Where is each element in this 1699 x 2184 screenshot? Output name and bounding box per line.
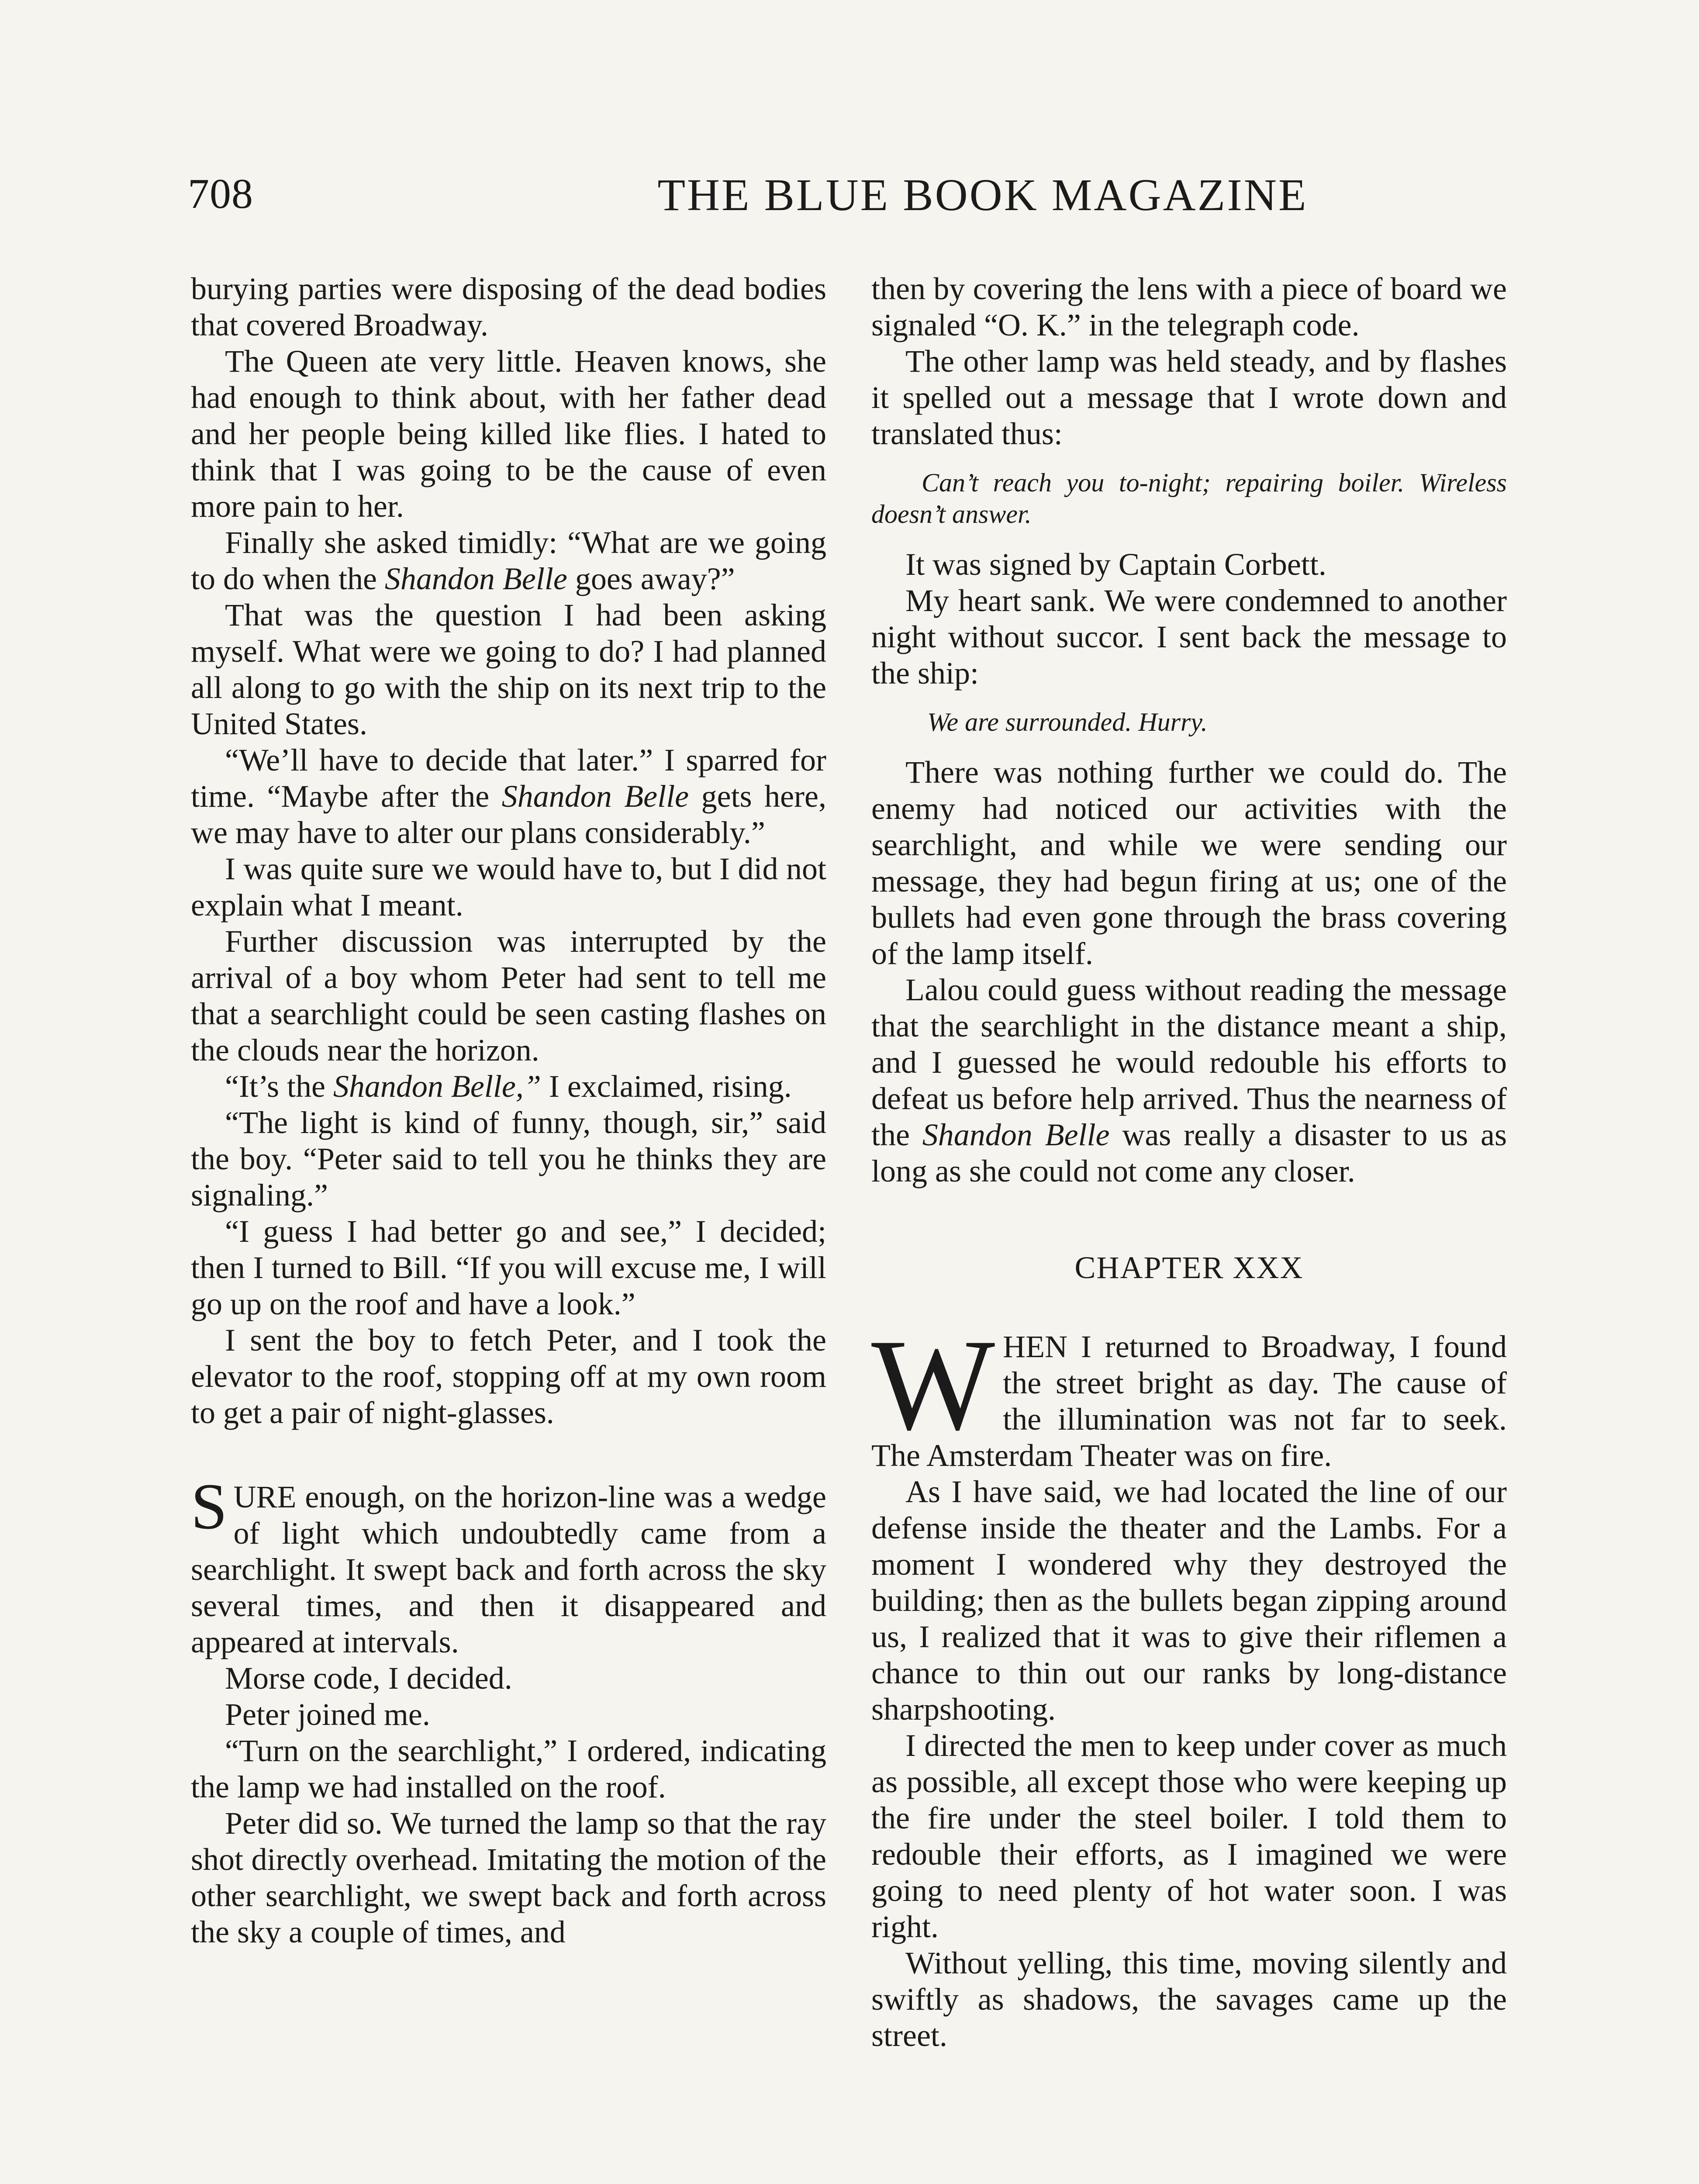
paragraph: The other lamp was held steady, and by flashes it spelled out a message that I wrote down and translated thus: — [871, 344, 1507, 451]
text-run: HEN I returned to Broadway, I found the street bright as day. The cause of the illumination was not far to seek. The Amsterdam Theater was on fire. — [871, 1329, 1507, 1473]
section-break — [191, 1431, 826, 1479]
text-run: Lalou could guess without reading the message that the searchlight in the distance meant a ship, and I guessed he would redouble his efforts to defeat us before help arrived. Thus the nearness of the — [871, 972, 1507, 1152]
paragraph: That was the question I had been asking myself. What were we going to do? I had planned all along to go with the ship on its next trip to the United States. — [191, 598, 826, 741]
text-run: “We’ll have to decide that later.” I sparred for time. “Maybe after the — [191, 743, 826, 814]
paragraph: “The light is kind of funny, though, sir,” said the boy. “Peter said to tell you he thinks they are signaling.” — [191, 1105, 826, 1213]
paragraph: I was quite sure we would have to, but I did not explain what I meant. — [191, 851, 826, 923]
paragraph: The Queen ate very little. Heaven knows, she had enough to think about, with her father dead and her people being killed like flies. I hated to think that I was going to be the cause of even more pain to her. — [191, 344, 826, 524]
ship-name: Shandon Belle — [384, 561, 567, 596]
left-column — [191, 271, 826, 1950]
text-run: URE enough, on the horizon-line was a wedge of light which undoubtedly came from a searchlight. It swept back and forth across the sky several times, and then it disappeared and appeared at intervals. — [191, 1479, 826, 1659]
paragraph: “I guess I had better go and see,” I decided; then I turned to Bill. “If you will excuse me, I will go up on the roof and have a look.” — [191, 1214, 826, 1321]
paragraph: As I have said, we had located the line of our defense inside the theater and the Lambs. For a moment I wondered why they destroyed the building; then as the bullets began zipping around us, I realized that it was to give their riflemen a chance to thin out our ranks by long-distance sharpshooting. — [871, 1474, 1507, 1727]
paragraph: There was nothing further we could do. The enemy had noticed our activities with the searchlight, and while we were sending our message, they had begun firing at us; one of the bullets had even gone through the brass covering of the lamp itself. — [871, 755, 1507, 971]
chapter-title: CHAPTER XXX — [1074, 1250, 1304, 1285]
paragraph: Further discussion was interrupted by the arrival of a boy whom Peter had sent to tell me that a searchlight could be seen casting flashes on the clouds near the horizon. — [191, 924, 826, 1068]
paragraph: I sent the boy to fetch Peter, and I took the elevator to the roof, stopping off at my own room to get a pair of night-glasses. — [191, 1323, 826, 1430]
initial-letter: S — [191, 1470, 228, 1543]
text-run: gets here, we may have to alter our plans considerably.” — [191, 779, 826, 850]
paragraph: Without yelling, this time, moving silently and swiftly as shadows, the savages came up the street. — [871, 1946, 1507, 2053]
paragraph: Peter did so. We turned the lamp so that the ray shot directly overhead. Imitating the motion of the other searchlight, we swept back and forth across the sky a couple of times, and — [191, 1806, 826, 1949]
paragraph: “Turn on the searchlight,” I ordered, indicating the lamp we had installed on the roof. — [191, 1733, 826, 1804]
chapter-opening-paragraph — [871, 1312, 1507, 1474]
right-column — [871, 271, 1507, 2054]
page-header — [188, 170, 1507, 242]
paragraph — [191, 742, 826, 851]
paragraph — [191, 1068, 826, 1105]
telegram-message: We are surrounded. Hurry. — [927, 708, 1208, 736]
ship-name: Shandon Belle — [922, 1117, 1110, 1152]
paragraph: burying parties were disposing of the dead bodies that covered Broadway. — [191, 271, 826, 342]
text-run: was really a disaster to us as long as she could not come any closer. — [871, 1117, 1507, 1189]
ship-name: Shandon Belle — [501, 779, 689, 814]
section-opening-paragraph — [191, 1470, 826, 1660]
telegram-message: Can’t reach you to-night; repairing boiler. Wireless doesn’t answer. — [871, 468, 1507, 529]
paragraph: I directed the men to keep under cover as much as possible, all except those who were keeping up the fire under the steel boiler. I told them to redouble their efforts, as I imagined we were going to need plenty of hot water soon. I was right. — [871, 1728, 1507, 1944]
drop-cap: W — [871, 1312, 995, 1457]
magazine-title: THE BLUE BOOK MAGAZINE — [657, 170, 1308, 220]
paragraph: then by covering the lens with a piece of board we signaled “O. K.” in the telegraph code. — [871, 271, 1507, 342]
paragraph: Peter joined me. — [225, 1697, 430, 1732]
page-number: 708 — [188, 170, 253, 218]
paragraph: It was signed by Captain Corbett. — [905, 547, 1326, 582]
paragraph: My heart sank. We were condemned to another night without succor. I sent back the message to the ship: — [871, 583, 1507, 691]
paragraph — [871, 972, 1507, 1189]
text-run: “It’s the — [225, 1069, 333, 1104]
text-run: I exclaimed, rising. — [541, 1069, 792, 1104]
paragraph — [191, 525, 826, 597]
text-run: Finally she asked timidly: “What are we going to do when the — [191, 525, 826, 596]
ship-name: Shandon Belle,” — [333, 1069, 541, 1104]
text-run: goes away?” — [567, 561, 735, 596]
paragraph: Morse code, I decided. — [225, 1661, 512, 1696]
